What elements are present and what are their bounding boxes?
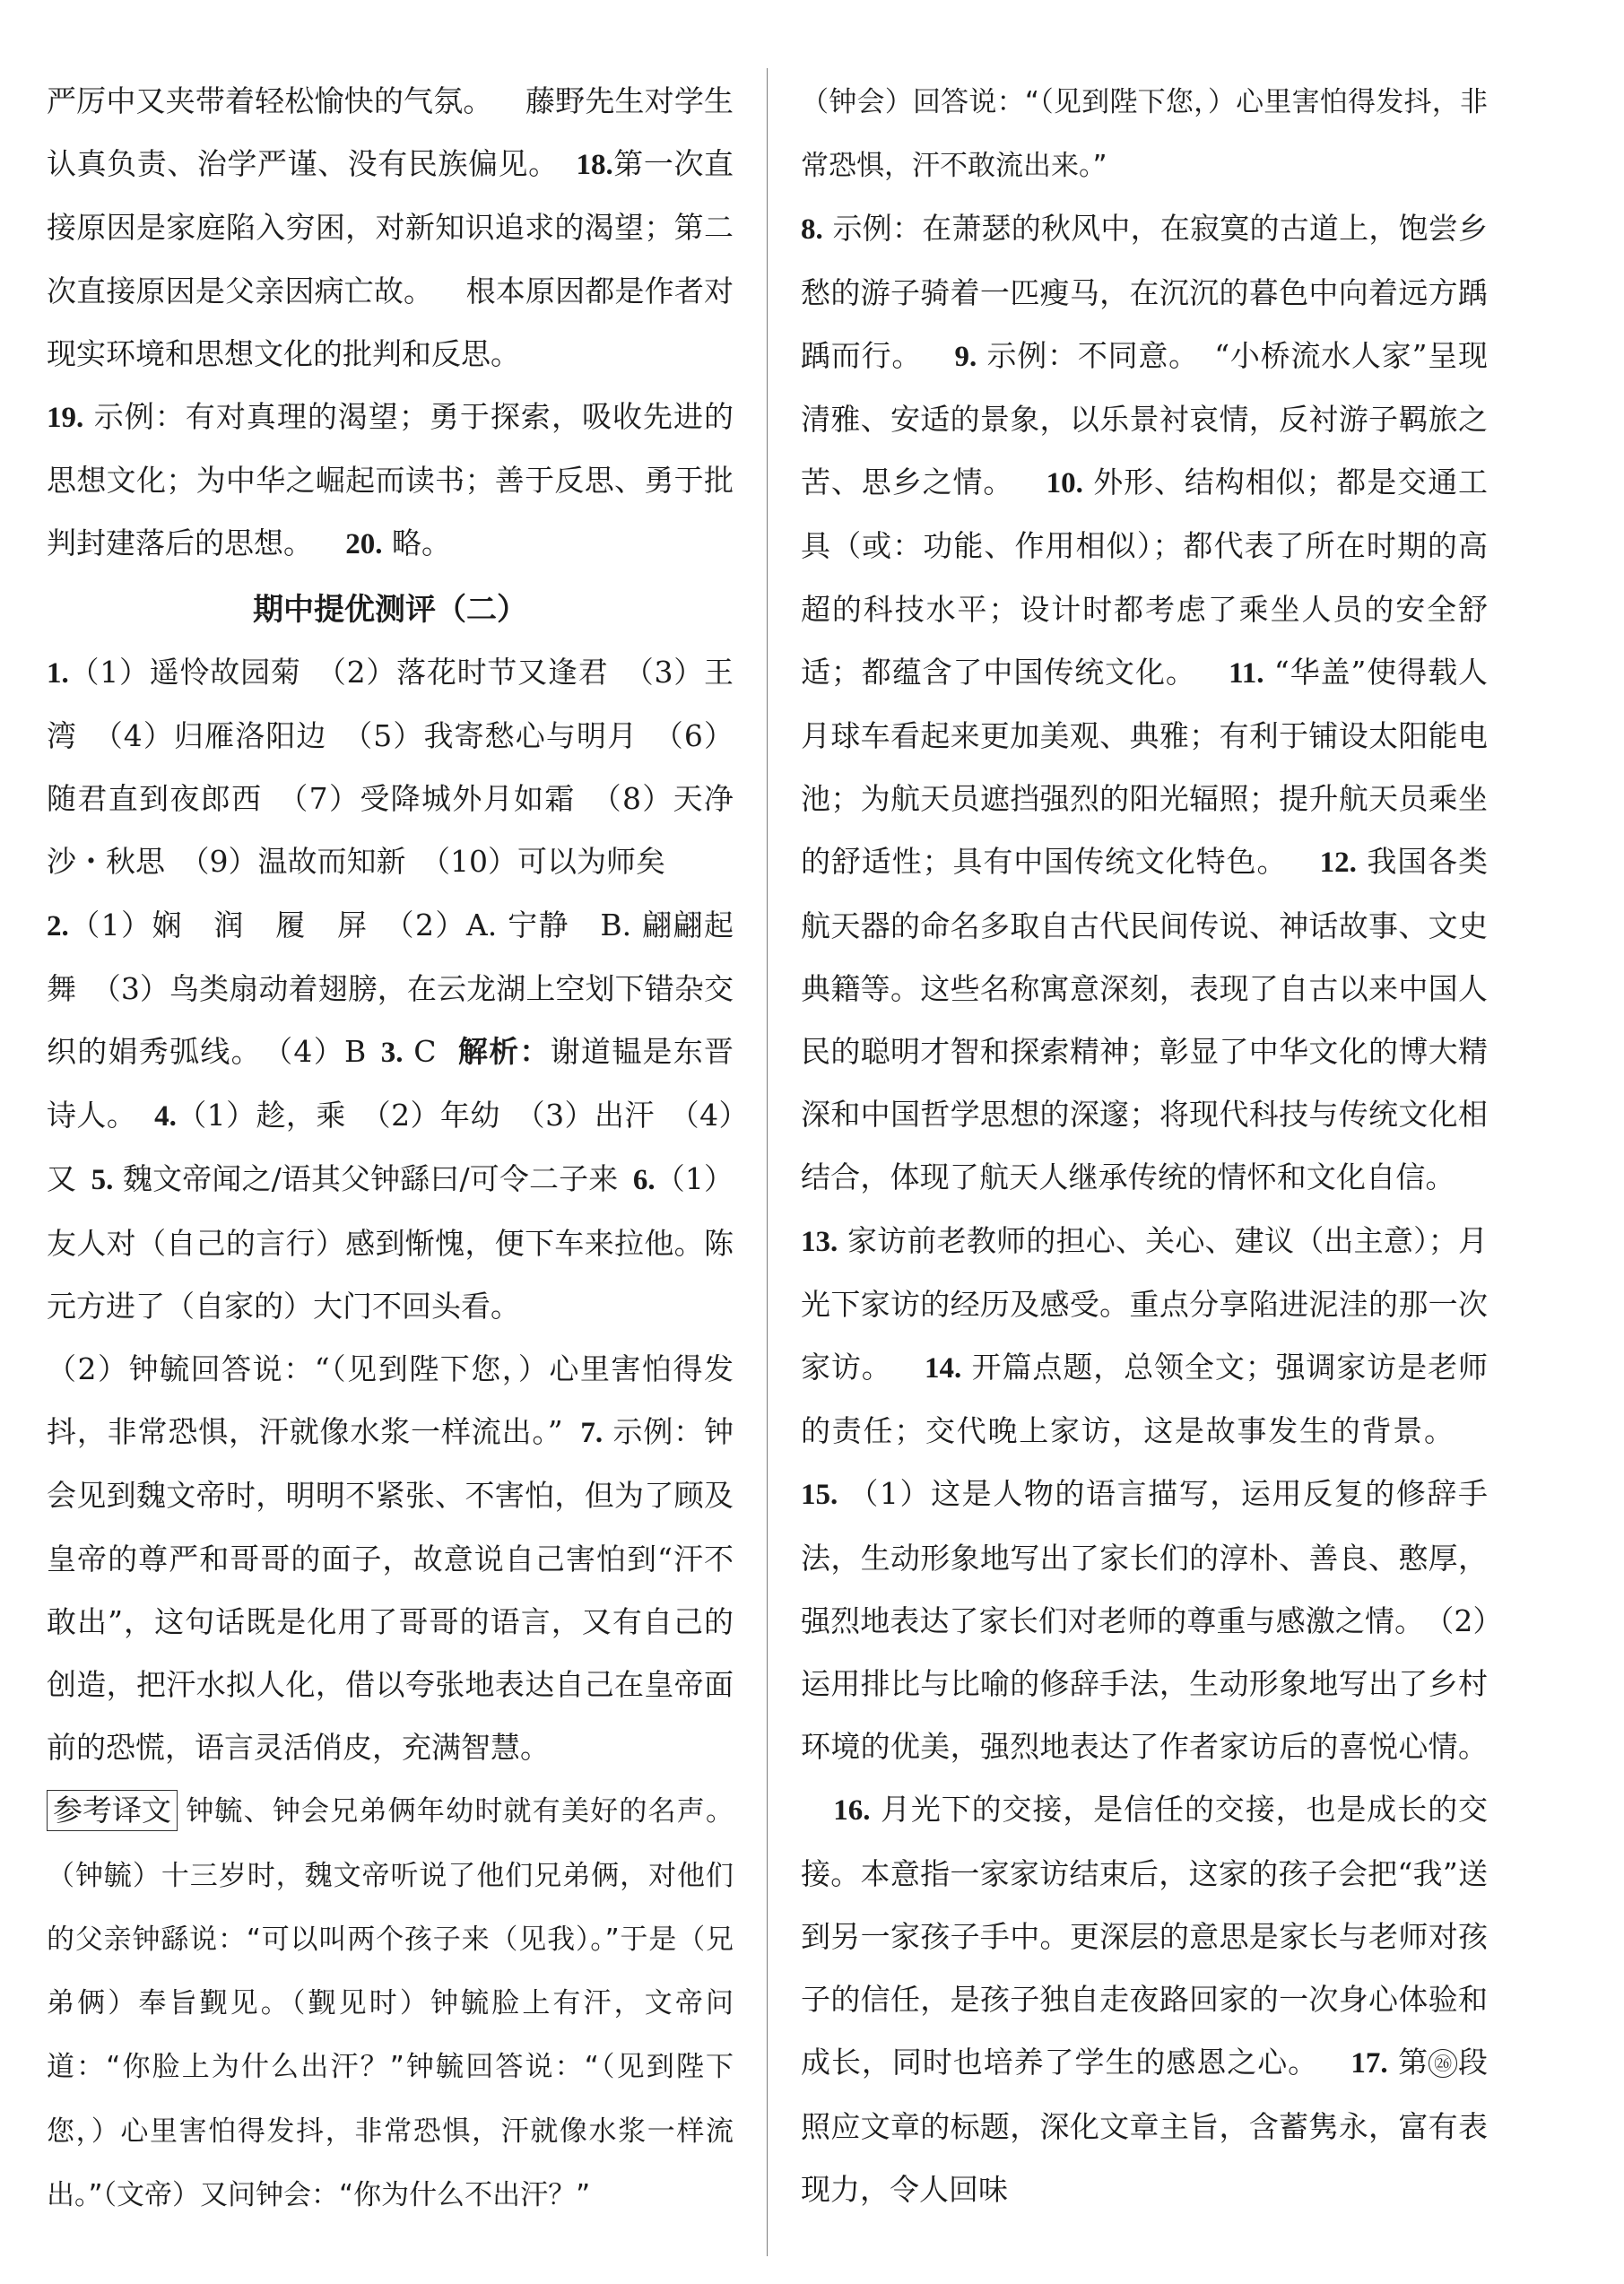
question-number: 9. xyxy=(954,340,977,373)
circled-number: ㉖ xyxy=(1429,2049,1457,2078)
answer-text: 第 xyxy=(1398,2045,1429,2080)
answer-text: 魏文帝闻之/语其父钟繇曰/可令二子来 xyxy=(122,1161,619,1197)
answer-text: 示例：钟会见到魏文帝时，明明不紧张、不害怕，但为了顾及皇帝的尊严和哥哥的面子，故意说自己害怕到“汗不敢出”，这句话既是化用了哥哥的语言，又有自己的创造，把汗水拟人化，借以夸张地表达自己在皇帝面前的恐慌，语言灵活俏皮，充满智慧。 xyxy=(47,1414,734,1766)
question-number: 11. xyxy=(1229,656,1264,690)
answer-text: （2）钟毓回答说：“（见到陛下您，）心里害怕得发抖，非常恐惧，汗就像水浆一样流出。” xyxy=(47,1351,734,1450)
answer-text: 家访前老教师的担心、关心、建议（出主意）；月光下家访的经历及感受。重点分享陷进泥洼的那一次家访。 xyxy=(801,1222,1489,1385)
question-number: 17. xyxy=(1350,2047,1388,2080)
answer-text: 示例：不同意。 “小桥流水人家”呈现清雅、安适的景象，以乐景衬哀情，反衬游子羁旅之苦、思乡之情。 xyxy=(801,337,1489,500)
question-number: 1. xyxy=(47,656,69,690)
reference-translation-tag: 参考译文 xyxy=(47,1790,178,1831)
answer-text: 示例：在萧瑟的秋风中，在寂寞的古道上，饱尝乡愁的游子骑着一匹瘦马，在沉沉的暮色中向着远方踽踽而行。 xyxy=(801,211,1489,373)
answer-text: （1）这是人物的语言描写，运用反复的修辞手法，生动形象地写出了家长们的淳朴、善良、憨厚，强烈地表达了家长们对老师的尊重与感激之情。 （2）运用排比与比喻的修辞手法，生动形象地写出了乡村环境的优美，强烈地表达了作者家访后的喜悦心情。 xyxy=(801,1476,1488,1765)
question-number: 13. xyxy=(801,1225,838,1258)
text: 藤野先生对学生认真负责、治学严谨、没有民族偏见。 xyxy=(47,83,734,182)
question-number: 16. xyxy=(833,1794,871,1828)
question-number: 15. xyxy=(801,1479,838,1512)
translation-text: （钟会）回答说：“（见到陛下您，）心里害怕得发抖，非常恐惧，汗不敢流出来。” xyxy=(801,86,1488,183)
answer-block-q2-q5 xyxy=(47,894,734,1338)
answer-block-q17-continued xyxy=(47,70,734,386)
question-number: 14. xyxy=(925,1352,962,1385)
question-number: 7. xyxy=(580,1417,604,1450)
answer-text: 示例：有对真理的渴望；勇于探索，吸收先进的思想文化；为中华之崛起而读书；善于反思、勇于批判封建落后的思想。 xyxy=(47,399,734,561)
question-number: 19. xyxy=(47,402,84,435)
answer-text: （1）趁，乘 （2）年幼 （3）出汗 （4）又 xyxy=(47,1098,734,1197)
answer-text: （1）遥怜故园菊 （2）落花时节又逢君 （3）王湾 （4）归雁洛阳边 （5）我寄愁心与明月 （6）随君直到夜郎西 （7）受降城外月如霜 （8）天净沙・秋思 （9）温故而知新 （10）可以为师矣 xyxy=(47,654,734,880)
question-number: 5. xyxy=(91,1164,114,1197)
translation-text: 钟毓、钟会兄弟俩年幼时就有美好的名声。（钟毓）十三岁时，魏文帝听说了他们兄弟俩，对他们的父亲钟繇说：“可以叫两个孩子来（见我）。”于是（兄弟俩）奉旨觐见。（觐见时）钟毓脸上有汗，文帝问道：“你脸上为什么出汗？”钟毓回答说：“（见到陛下您，）心里害怕得发抖，非常恐惧，汗就像水浆一样流出。”（文帝）又问钟会：“你为什么不出汗？” xyxy=(47,1795,734,2211)
answer-text: 段照应文章的标题，深化文章主旨，含蓄隽永，富有表现力，令人回味 xyxy=(801,2045,1489,2207)
question-number: 2. xyxy=(47,909,69,942)
answer-block-q8-q17 xyxy=(801,197,1488,2221)
left-column xyxy=(47,70,734,2227)
answer-block-q1 xyxy=(47,641,734,894)
column-divider xyxy=(767,68,768,2256)
section-title: 期中提优测评（二） xyxy=(253,591,527,628)
answer-text: C xyxy=(413,1034,437,1070)
question-number: 10. xyxy=(1046,467,1083,500)
answer-text: 略。 xyxy=(392,525,452,561)
answer-text: （1）友人对（自己的言行）感到惭愧，便下车来拉他。陈元方进了（自家的）大门不回头看。 xyxy=(47,1161,734,1324)
answer-text: “华盖”使得载人月球车看起来更加美观、典雅；有利于铺设太阳能电池；为航天员遮挡强烈的阳光辐照；提升航天员乘坐的舒适性；具有中国传统文化特色。 xyxy=(801,654,1489,880)
answer-text: （1）娴 润 履 屏 （2）A. 宁静 B. 翩翩起舞 （3）鸟类扇动着翅膀，在云龙湖上空划下错杂交织的娟秀弧线。 （4）B xyxy=(47,907,734,1070)
answer-text: 我国各类航天器的命名多取自古代民间传说、神话故事、文史典籍等。这些名称寓意深刻，表现了自古以来中国人民的聪明才智和探索精神；彰显了中华文化的博大精深和中国哲学思想的深邃；将现代科技与传统文化相结合，体现了航天人继承传统的情怀和文化自信。 xyxy=(801,844,1489,1195)
question-number: 3. xyxy=(380,1037,404,1070)
answer-text: 第一次直接原因是家庭陷入穷困，对新知识追求的渴望；第二次直接原因是父亲因病亡故。 xyxy=(47,146,734,308)
question-number: 18. xyxy=(576,149,613,182)
analysis-label: 解析： xyxy=(456,1034,551,1070)
answer-block-q6-q7 xyxy=(47,1338,734,1779)
reference-translation xyxy=(47,1779,734,2226)
answer-block-q19 xyxy=(47,386,734,577)
question-number: 20. xyxy=(345,528,383,561)
text: 严厉中又夹带着轻松愉快的气氛。 xyxy=(47,83,493,118)
right-column xyxy=(801,70,1488,2221)
answer-text: 根本原因都是作者对现实环境和思想文化的批判和反思。 xyxy=(47,273,734,371)
question-number: 8. xyxy=(801,213,823,247)
answer-text: 月光下的交接，是信任的交接，也是成长的交接。本意指一家家访结束后，这家的孩子会把“我”送到另一家孩子手中。更深层的意思是家长与老师对孩子的信任，是孩子独自走夜路回家的一次身心体验和成长，同时也培养了学生的感恩之心。 xyxy=(801,1792,1488,2080)
answer-text: 谢道韫是东晋诗人。 xyxy=(47,1034,734,1133)
question-number: 4. xyxy=(154,1100,177,1133)
answer-text: 外形、结构相似；都是交通工具（或：功能、作用相似）；都代表了所在时期的高超的科技水平；设计时都考虑了乘坐人员的安全舒适；都蕴含了中国传统文化。 xyxy=(801,465,1489,690)
question-number: 12. xyxy=(1319,847,1357,880)
translation-continued xyxy=(801,70,1488,197)
answer-text: 开篇点题，总领全文；强调家访是老师的责任；交代晚上家访，这是故事发生的背景。 xyxy=(801,1350,1489,1449)
question-number: 6. xyxy=(632,1164,656,1197)
